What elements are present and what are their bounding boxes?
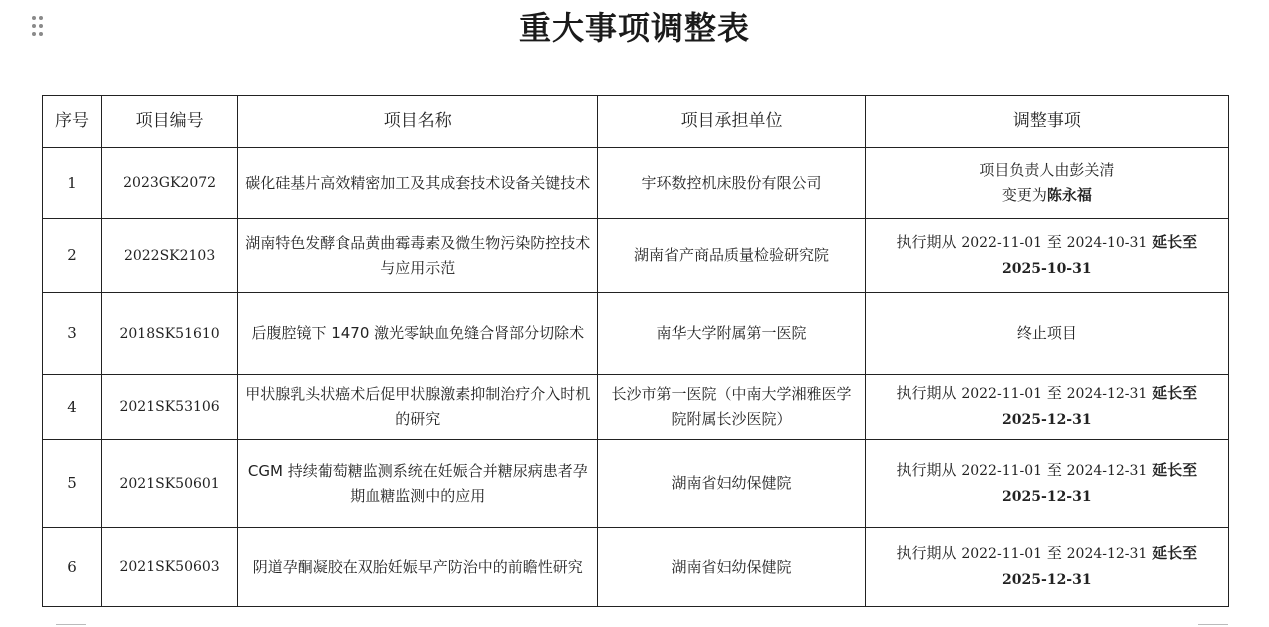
row-adjustment: 执行期从 2022-11-01 至 2024-12-31 延长至 2025-12-31 <box>865 375 1228 440</box>
row-unit: 南华大学附属第一医院 <box>598 293 865 375</box>
table-header-row <box>43 96 1229 148</box>
row-index: 1 <box>43 148 102 219</box>
row-unit: 湖南省产商品质量检验研究院 <box>598 219 865 293</box>
table-row <box>43 375 1229 440</box>
table-row <box>43 148 1229 219</box>
row-adjustment <box>865 148 1228 219</box>
header-name: 项目名称 <box>238 96 598 148</box>
row-adjustment: 执行期从 2022-11-01 至 2024-10-31 延长至 2025-10-31 <box>865 219 1228 293</box>
row-name: 湖南特色发酵食品黄曲霉毒素及微生物污染防控技术与应用示范 <box>238 219 598 293</box>
table-row <box>43 528 1229 607</box>
row-adjustment: 执行期从 2022-11-01 至 2024-12-31 延长至 2025-12-31 <box>865 440 1228 528</box>
row-code: 2021SK50603 <box>102 528 238 607</box>
row-code: 2023GK2072 <box>102 148 238 219</box>
row-index: 4 <box>43 375 102 440</box>
row-unit: 湖南省妇幼保健院 <box>598 440 865 528</box>
row-code: 2022SK2103 <box>102 219 238 293</box>
row-code: 2018SK51610 <box>102 293 238 375</box>
row-unit: 宇环数控机床股份有限公司 <box>598 148 865 219</box>
row-name: 阴道孕酮凝胶在双胎妊娠早产防治中的前瞻性研究 <box>238 528 598 607</box>
row-name: 碳化硅基片高效精密加工及其成套技术设备关键技术 <box>238 148 598 219</box>
header-index: 序号 <box>43 96 102 148</box>
row-name: CGM 持续葡萄糖监测系统在妊娠合并糖尿病患者孕期血糖监测中的应用 <box>238 440 598 528</box>
header-code: 项目编号 <box>102 96 238 148</box>
row-unit: 长沙市第一医院（中南大学湘雅医学院附属长沙医院） <box>598 375 865 440</box>
table-row <box>43 293 1229 375</box>
row-index: 5 <box>43 440 102 528</box>
row-name: 甲状腺乳头状癌术后促甲状腺激素抑制治疗介入时机的研究 <box>238 375 598 440</box>
row-index: 6 <box>43 528 102 607</box>
resize-mark-left <box>56 624 86 625</box>
row-index: 3 <box>43 293 102 375</box>
row-code: 2021SK50601 <box>102 440 238 528</box>
row-code: 2021SK53106 <box>102 375 238 440</box>
header-adjustment: 调整事项 <box>865 96 1228 148</box>
adjustment-table <box>42 95 1229 607</box>
page-title: 重大事项调整表 <box>518 9 750 47</box>
resize-mark-right <box>1198 624 1228 625</box>
row-index: 2 <box>43 219 102 293</box>
header-unit: 项目承担单位 <box>598 96 865 148</box>
adjustment-line: 变更为陈永福 <box>1001 186 1092 204</box>
row-unit: 湖南省妇幼保健院 <box>598 528 865 607</box>
row-adjustment: 终止项目 <box>865 293 1228 375</box>
table-row <box>43 219 1229 293</box>
row-name: 后腹腔镜下 1470 激光零缺血免缝合肾部分切除术 <box>238 293 598 375</box>
row-adjustment: 执行期从 2022-11-01 至 2024-12-31 延长至 2025-12-31 <box>865 528 1228 607</box>
adjustment-line: 项目负责人由彭关清 <box>979 161 1115 179</box>
table-row <box>43 440 1229 528</box>
